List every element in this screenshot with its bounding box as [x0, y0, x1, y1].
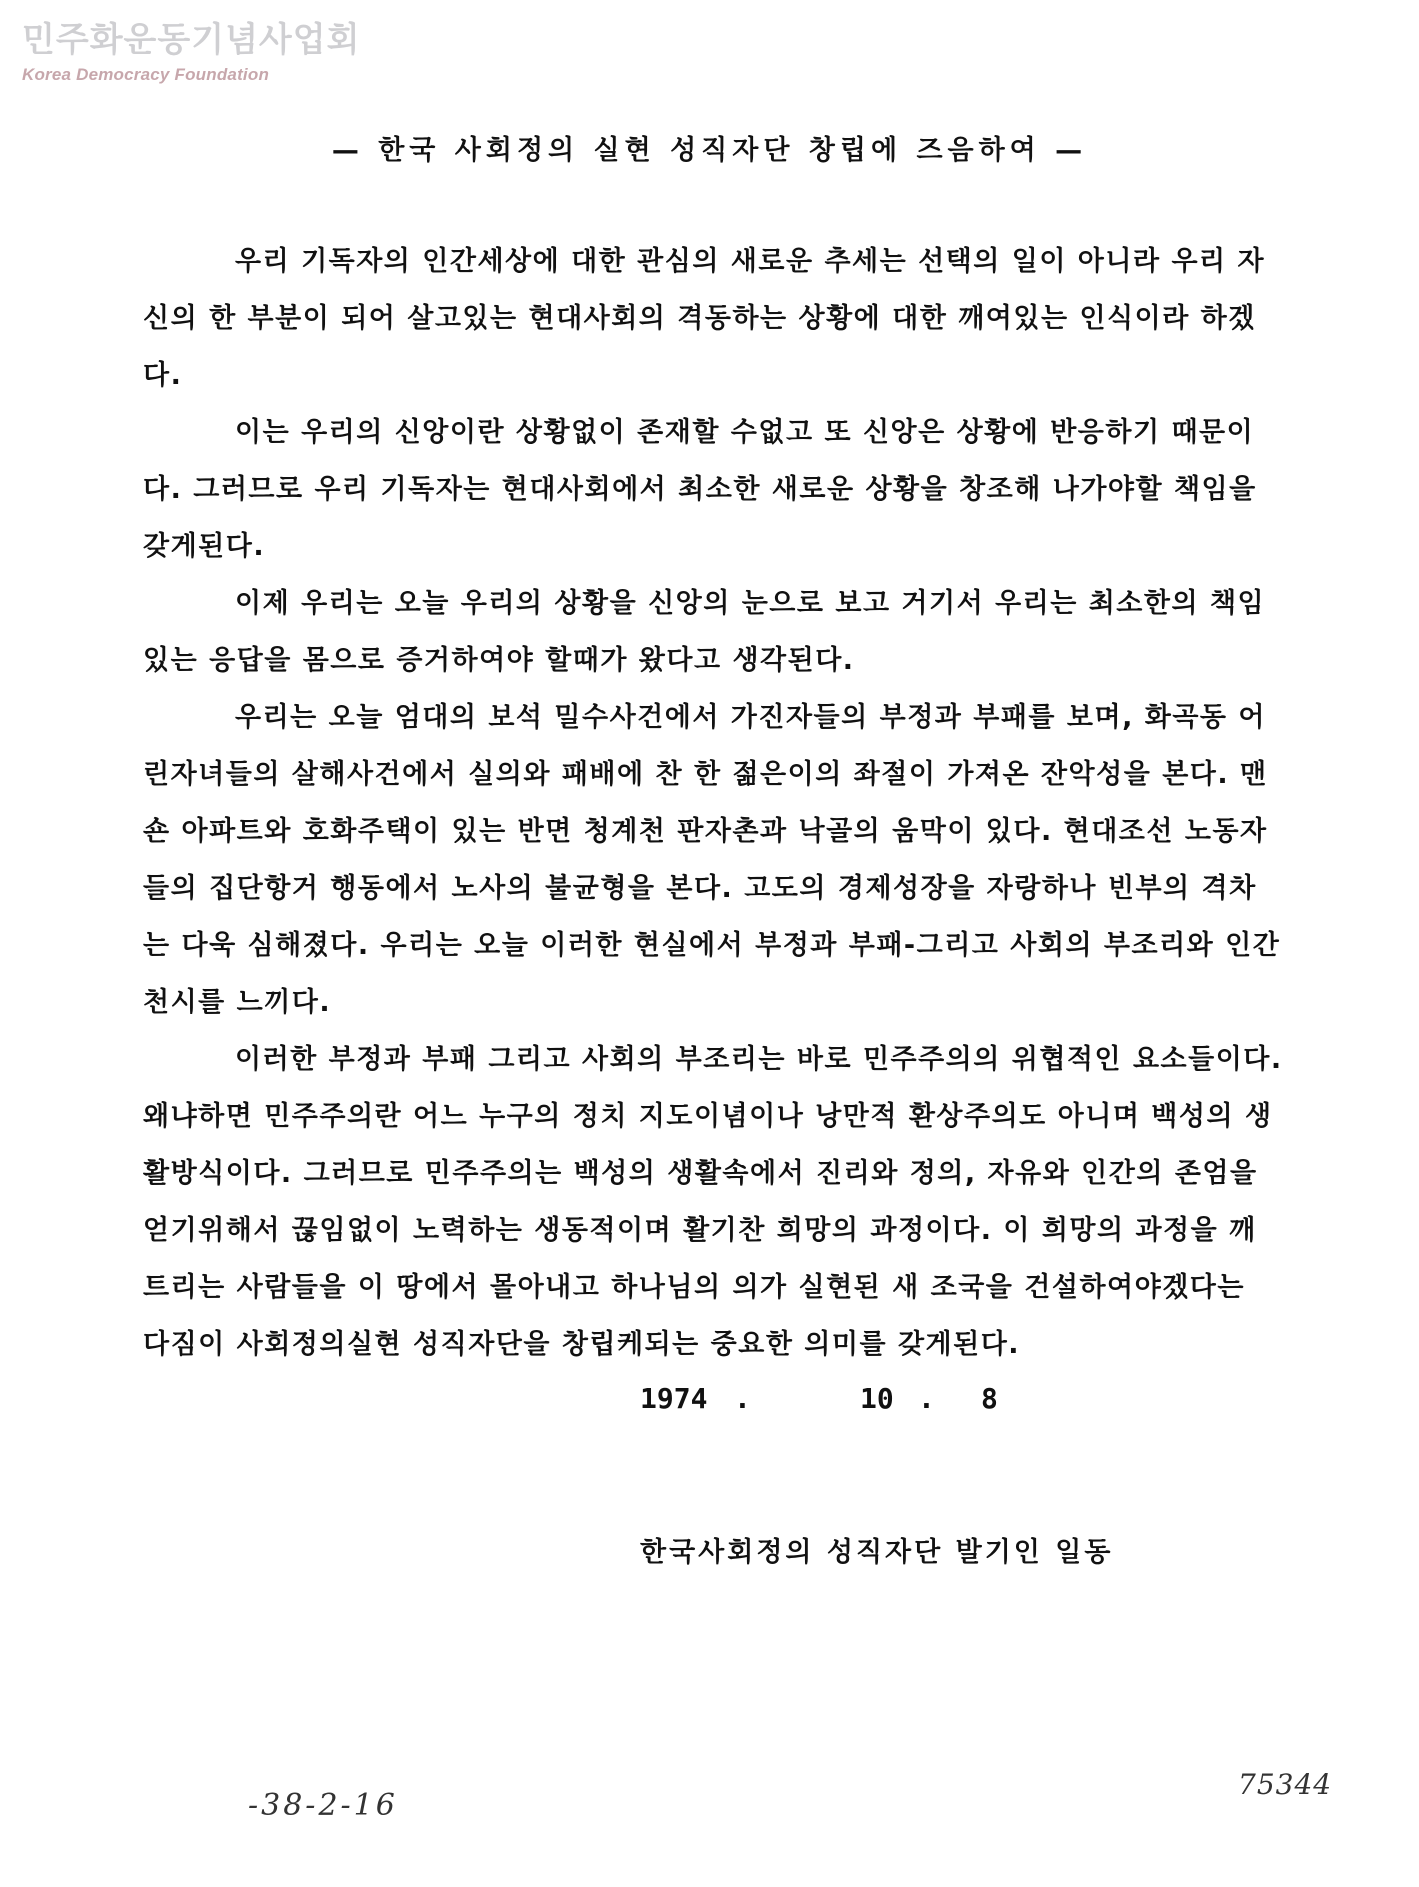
document-body — [143, 233, 1283, 1373]
paragraph-3: 이제 우리는 오늘 우리의 상황을 신앙의 눈으로 보고 거기서 우리는 최소한의 책임있는 응답을 몸으로 증거하여야 할때가 왔다고 생각된다. — [143, 588, 1266, 676]
archive-mark-left: -38-2-16 — [248, 1788, 398, 1823]
document-title: — 한국 사회정의 실현 성직자단 창립에 즈음하여 — — [331, 135, 1088, 166]
document-signature: 한국사회정의 성직자단 발기인 일동 — [640, 1537, 1114, 1568]
watermark-korean-text: 민주화운동기념사업회 — [22, 20, 361, 60]
date-separator: . — [734, 1382, 751, 1415]
date-separator: . — [918, 1382, 935, 1415]
paragraph-4: 우리는 오늘 엄대의 보석 밀수사건에서 가진자들의 부정과 부패를 보며, 화곡동 어린자녀들의 살해사건에서 실의와 패배에 찬 한 젊은이의 좌절이 가져온 잔악성을 본다. 맨숀 아파트와 호화주택이 있는 반면 청계천 판자촌과 낙골의 움막이 있다. 현대조선 노동자들의 집단항거 행동에서 노사의 불균형을 본다. 고도의 경제성장을 자랑하나 빈부의 격차는 다욱 심해졌다. 우리는 오늘 이러한 현실에서 부정과 부패-그리고 사회의 부조리와 인간천시를 느끼다. — [143, 702, 1281, 1018]
archive-mark-right: 75344 — [1238, 1768, 1333, 1801]
foundation-watermark — [22, 20, 361, 85]
date-year: 1974 — [640, 1382, 708, 1415]
paragraph-1: 우리 기독자의 인간세상에 대한 관심의 새로운 추세는 선택의 일이 아니라 우리 자신의 한 부분이 되어 살고있는 현대사회의 격동하는 상황에 대한 깨여있는 인식이라 하겠다. — [143, 246, 1266, 391]
paragraph-5: 이러한 부정과 부패 그리고 사회의 부조리는 바로 민주주의의 위협적인 요소들이다. 왜냐하면 민주주의란 어느 누구의 정치 지도이념이나 낭만적 환상주의도 아니며 백성의 생활방식이다. 그러므로 민주주의는 백성의 생활속에서 진리와 정의, 자유와 인간의 존엄을 얻기위해서 끊임없이 노력하는 생동적이며 활기찬 희망의 과정이다. 이 희망의 과정을 깨트리는 사람들을 이 땅에서 몰아내고 하나님의 의가 실현된 새 조국을 건설하여야겠다는 다짐이 사회정의실현 성직자단을 창립케되는 중요한 의미를 갖게된다. — [143, 1044, 1283, 1360]
date-day: 8 — [981, 1382, 998, 1415]
date-month: 10 — [860, 1382, 894, 1415]
paragraph-2: 이는 우리의 신앙이란 상황없이 존재할 수없고 또 신앙은 상황에 반응하기 때문이다. 그러므로 우리 기독자는 현대사회에서 최소한 새로운 상황을 창조해 나가야할 책임을 갖게된다. — [143, 417, 1257, 562]
watermark-english-text: Korea Democracy Foundation — [22, 65, 270, 85]
